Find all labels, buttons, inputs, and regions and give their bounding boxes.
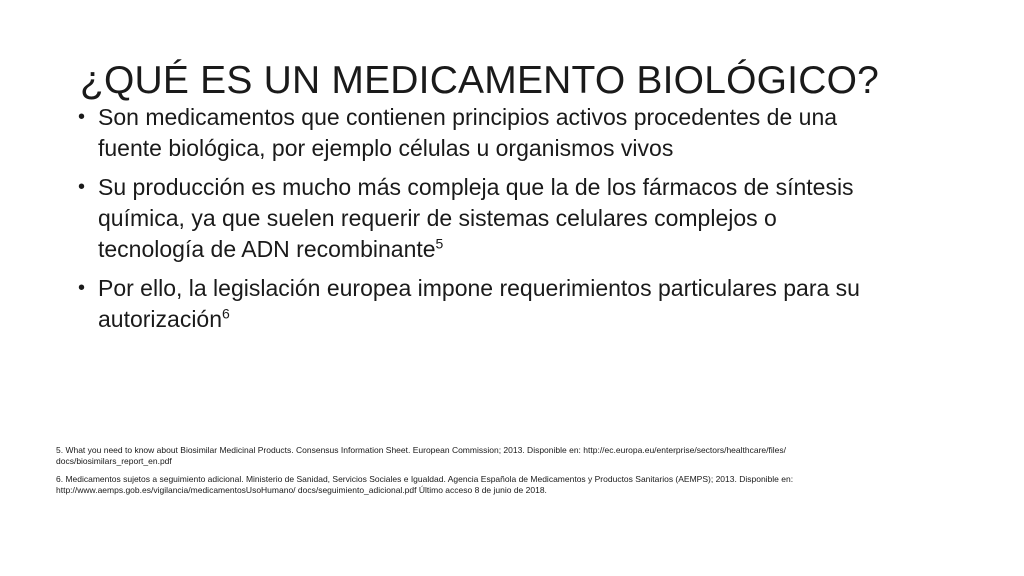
bullet-item xyxy=(78,102,878,164)
footnote-6: 6. Medicamentos sujetos a seguimiento adicional. Ministerio de Sanidad, Servicios Sociales e Igualdad. Agencia Española de Medicamentos y Productos Sanitarios (AEMPS); 2013. Disponible en: http://www.aemps.gob.es/vigilancia/medicamentosUsoHumano/ docs/seguimiento_adicional.pdf Último acceso 8 de junio de 2018. xyxy=(56,474,794,495)
footnotes xyxy=(56,445,836,503)
bullet-text: Su producción es mucho más compleja que la de los fármacos de síntesis química, ya que suelen requerir de sistemas celulares complejos o tecnología de ADN recombinante xyxy=(98,174,854,262)
bullet-dot-icon: • xyxy=(78,106,86,128)
bullet-list xyxy=(78,102,878,343)
footnote-ref: 5 xyxy=(435,235,444,252)
bullet-text: Son medicamentos que contienen principios activos procedentes de una fuente biológica, por ejemplo células u organismos vivos xyxy=(98,104,838,161)
bullet-text: Por ello, la legislación europea impone requerimientos particulares para su autorización xyxy=(98,275,860,332)
slide-title: ¿QUÉ ES UN MEDICAMENTO BIOLÓGICO? xyxy=(80,59,879,102)
bullet-item xyxy=(78,273,878,335)
bullet-dot-icon: • xyxy=(78,176,86,198)
bullet-item xyxy=(78,172,878,265)
bullet-dot-icon: • xyxy=(78,277,86,299)
footnote-ref: 6 xyxy=(222,305,230,322)
footnote-5: 5. What you need to know about Biosimilar Medicinal Products. Consensus Information Sheet. European Commission; 2013. Disponible en: http://ec.europa.eu/enterprise/sectors/healthcare/files/ docs/biosimilars_report_en.pdf xyxy=(56,445,786,466)
